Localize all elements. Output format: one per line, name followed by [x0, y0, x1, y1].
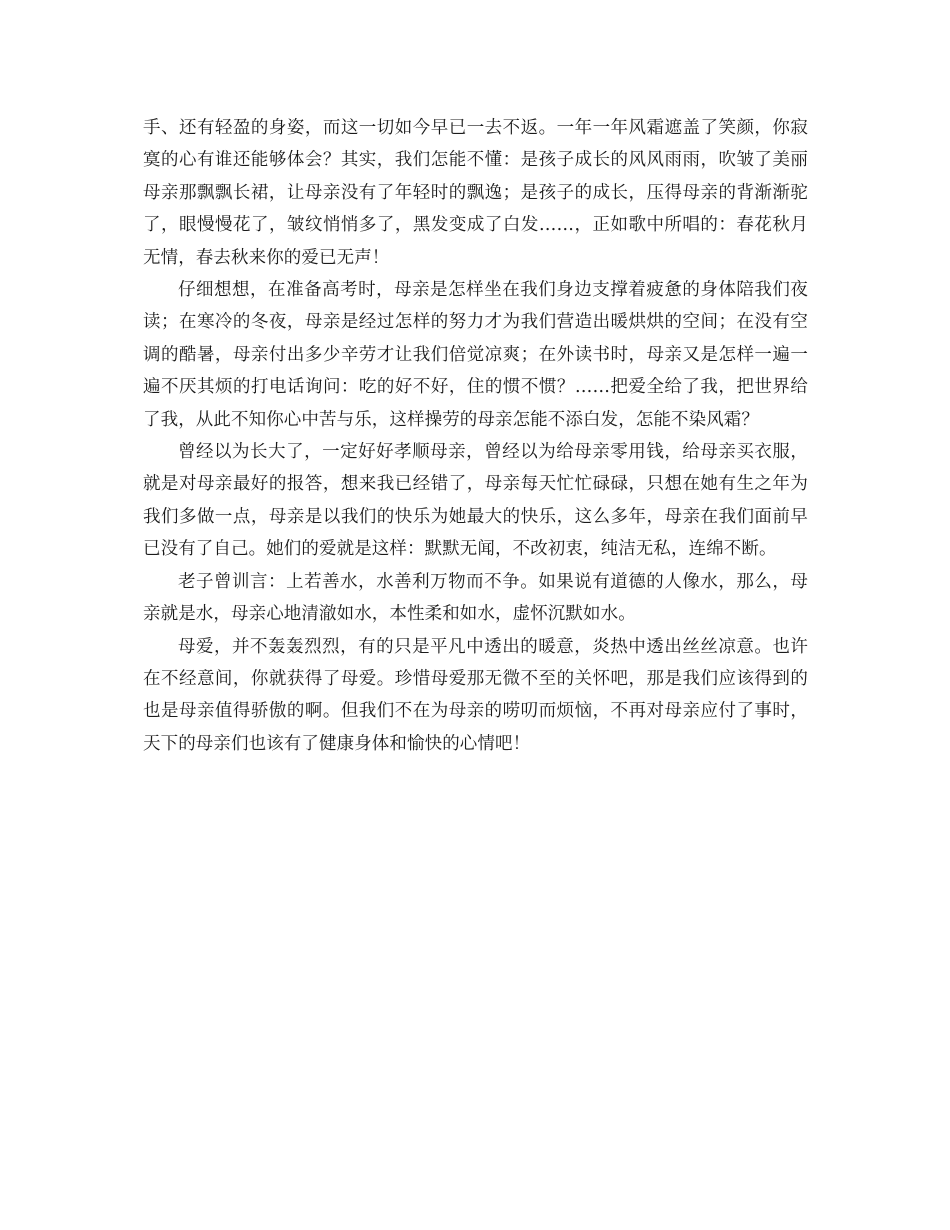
paragraph-5: 母爱，并不轰轰烈烈，有的只是平凡中透出的暖意，炎热中透出丝丝凉意。也许在不经意间，你就获得了母爱。珍惜母爱那无微不至的关怀吧，那是我们应该得到的也是母亲值得骄傲的啊。但我们不在为母亲的唠叨而烦恼，不再对母亲应付了事时，天下的母亲们也该有了健康身体和愉快的心情吧！ [143, 636, 808, 754]
paragraph-3: 曾经以为长大了，一定好好孝顺母亲，曾经以为给母亲零用钱，给母亲买衣服，就是对母亲最好的报答，想来我已经错了，母亲每天忙忙碌碌，只想在她有生之年为我们多做一点，母亲是以我们的快乐为她最大的快乐，这么多年，母亲在我们面前早已没有了自己。她们的爱就是这样：默默无闻，不改初衷，纯洁无私，连绵不断。 [143, 442, 808, 560]
paragraph-1: 手、还有轻盈的身姿，而这一切如今早已一去不返。一年一年风霜遮盖了笑颜，你寂寞的心有谁还能够体会？其实，我们怎能不懂：是孩子成长的风风雨雨，吹皱了美丽母亲那飘飘长裙，让母亲没有了年轻时的飘逸；是孩子的成长，压得母亲的背渐渐驼了，眼慢慢花了，皱纹悄悄多了，黑发变成了白发……，正如歌中所唱的：春花秋月无情，春去秋来你的爱已无声！ [143, 118, 808, 268]
paragraph-2: 仔细想想，在准备高考时，母亲是怎样坐在我们身边支撑着疲惫的身体陪我们夜读；在寒冷的冬夜，母亲是经过怎样的努力才为我们营造出暖烘烘的空间；在没有空调的酷暑，母亲付出多少辛劳才让我们倍觉凉爽；在外读书时，母亲又是怎样一遍一遍不厌其烦的打电话询问：吃的好不好，住的惯不惯？……把爱全给了我，把世界给了我，从此不知你心中苦与乐，这样操劳的母亲怎能不添白发，怎能不染风霜？ [143, 280, 808, 430]
document-body [143, 112, 808, 760]
paragraph-4: 老子曾训言：上若善水，水善利万物而不争。如果说有道德的人像水，那么，母亲就是水，母亲心地清澈如水，本性柔和如水，虚怀沉默如水。 [143, 571, 808, 625]
